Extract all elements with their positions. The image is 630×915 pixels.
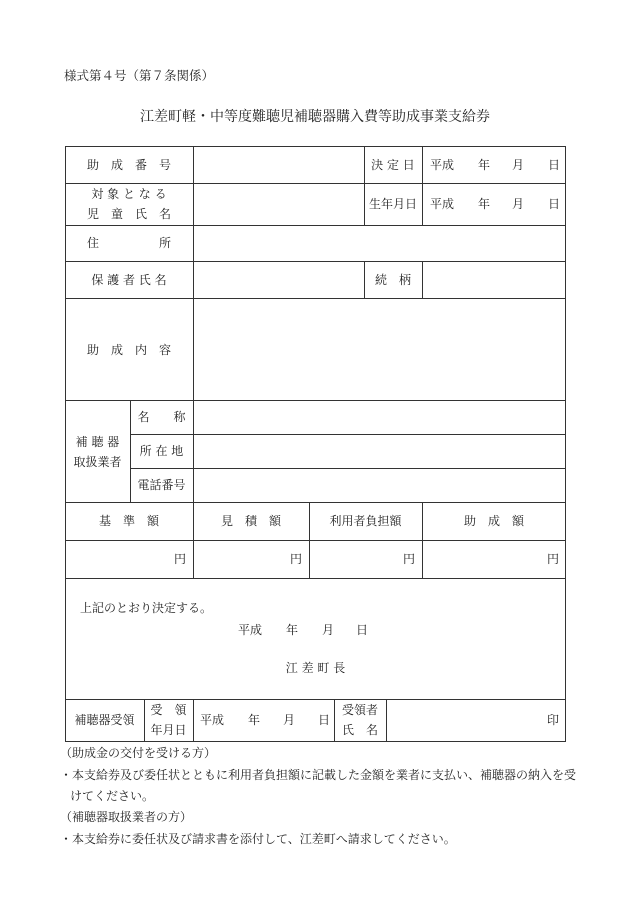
notes-heading-recipient: （助成金の交付を受ける方）: [60, 746, 217, 760]
decision-date-label: 決 定 日: [371, 158, 415, 172]
dealer-label-line1: 補 聴 器: [75, 435, 120, 449]
decision-year: 年: [286, 623, 299, 637]
user-burden-yen: 円: [402, 552, 415, 566]
relationship-label: 続 柄: [374, 273, 411, 287]
receipt-year: 年: [248, 713, 261, 727]
decision-era: 平成: [238, 623, 263, 637]
subject-label-line1: 対 象 と な る: [91, 187, 167, 201]
decision-month: 月: [322, 623, 335, 637]
address-label: 住 所: [86, 236, 171, 250]
decision-day: 日: [356, 623, 369, 637]
receiver-label-line1: 受領者: [341, 703, 378, 717]
estimate-yen: 円: [289, 552, 302, 566]
receipt-era: 平成: [200, 713, 225, 727]
decision-date-month: 月: [512, 158, 525, 172]
subject-label-line2: 児 童 氏 名: [86, 207, 171, 221]
notes-heading-dealer: （補聴器取扱業者の方）: [60, 810, 193, 824]
dealer-phone-label: 電話番号: [137, 478, 186, 492]
standard-amount-yen: 円: [173, 552, 186, 566]
decision-statement: 上記のとおり決定する。: [80, 601, 213, 615]
grant-amount-yen: 円: [546, 552, 559, 566]
notes-item-dealer: ・本支給券に委任状及び請求書を添付して、江差町へ請求してください。: [60, 832, 456, 846]
decision-date-year: 年: [478, 158, 491, 172]
decision-date-day: 日: [548, 158, 561, 172]
notes-item-recipient-line2: けてください。: [70, 789, 155, 803]
dealer-name-label: 名 称: [137, 410, 186, 424]
standard-amount-header: 基 準 額: [98, 514, 159, 528]
receipt-label: 補聴器受領: [74, 713, 135, 727]
birth-date-label: 生年月日: [368, 197, 417, 211]
user-burden-header: 利用者負担額: [329, 514, 402, 528]
grant-number-label: 助 成 番 号: [86, 158, 171, 172]
grant-content-label: 助 成 内 容: [86, 343, 171, 357]
receiver-label-line2: 氏 名: [341, 723, 378, 737]
receipt-date-label-line2: 年月日: [150, 723, 187, 737]
mayor-signature: 江 差 町 長: [285, 661, 346, 675]
document-title: 江差町軽・中等度難聴児補聴器購入費等助成事業支給券: [140, 109, 490, 125]
grant-amount-header: 助 成 額: [463, 514, 524, 528]
birth-date-era: 平成: [430, 197, 455, 211]
birth-date-year: 年: [478, 197, 491, 211]
receipt-month: 月: [283, 713, 296, 727]
decision-date-era: 平成: [430, 158, 455, 172]
form-number-label: 様式第４号（第７条関係）: [64, 68, 215, 83]
dealer-label-line2: 取扱業者: [73, 455, 122, 469]
birth-date-month: 月: [512, 197, 525, 211]
notes-item-recipient-line1: ・本支給券及び委任状とともに利用者負担額に記載した金額を業者に支払い、補聴器の納入を受: [60, 768, 577, 782]
receipt-day: 日: [318, 713, 331, 727]
guardian-name-label: 保 護 者 氏 名: [91, 273, 167, 287]
birth-date-day: 日: [548, 197, 561, 211]
estimate-header: 見 積 額: [220, 514, 281, 528]
dealer-address-label: 所 在 地: [139, 444, 184, 458]
receipt-date-label-line1: 受 領: [150, 703, 187, 717]
seal-mark: 印: [547, 713, 560, 727]
